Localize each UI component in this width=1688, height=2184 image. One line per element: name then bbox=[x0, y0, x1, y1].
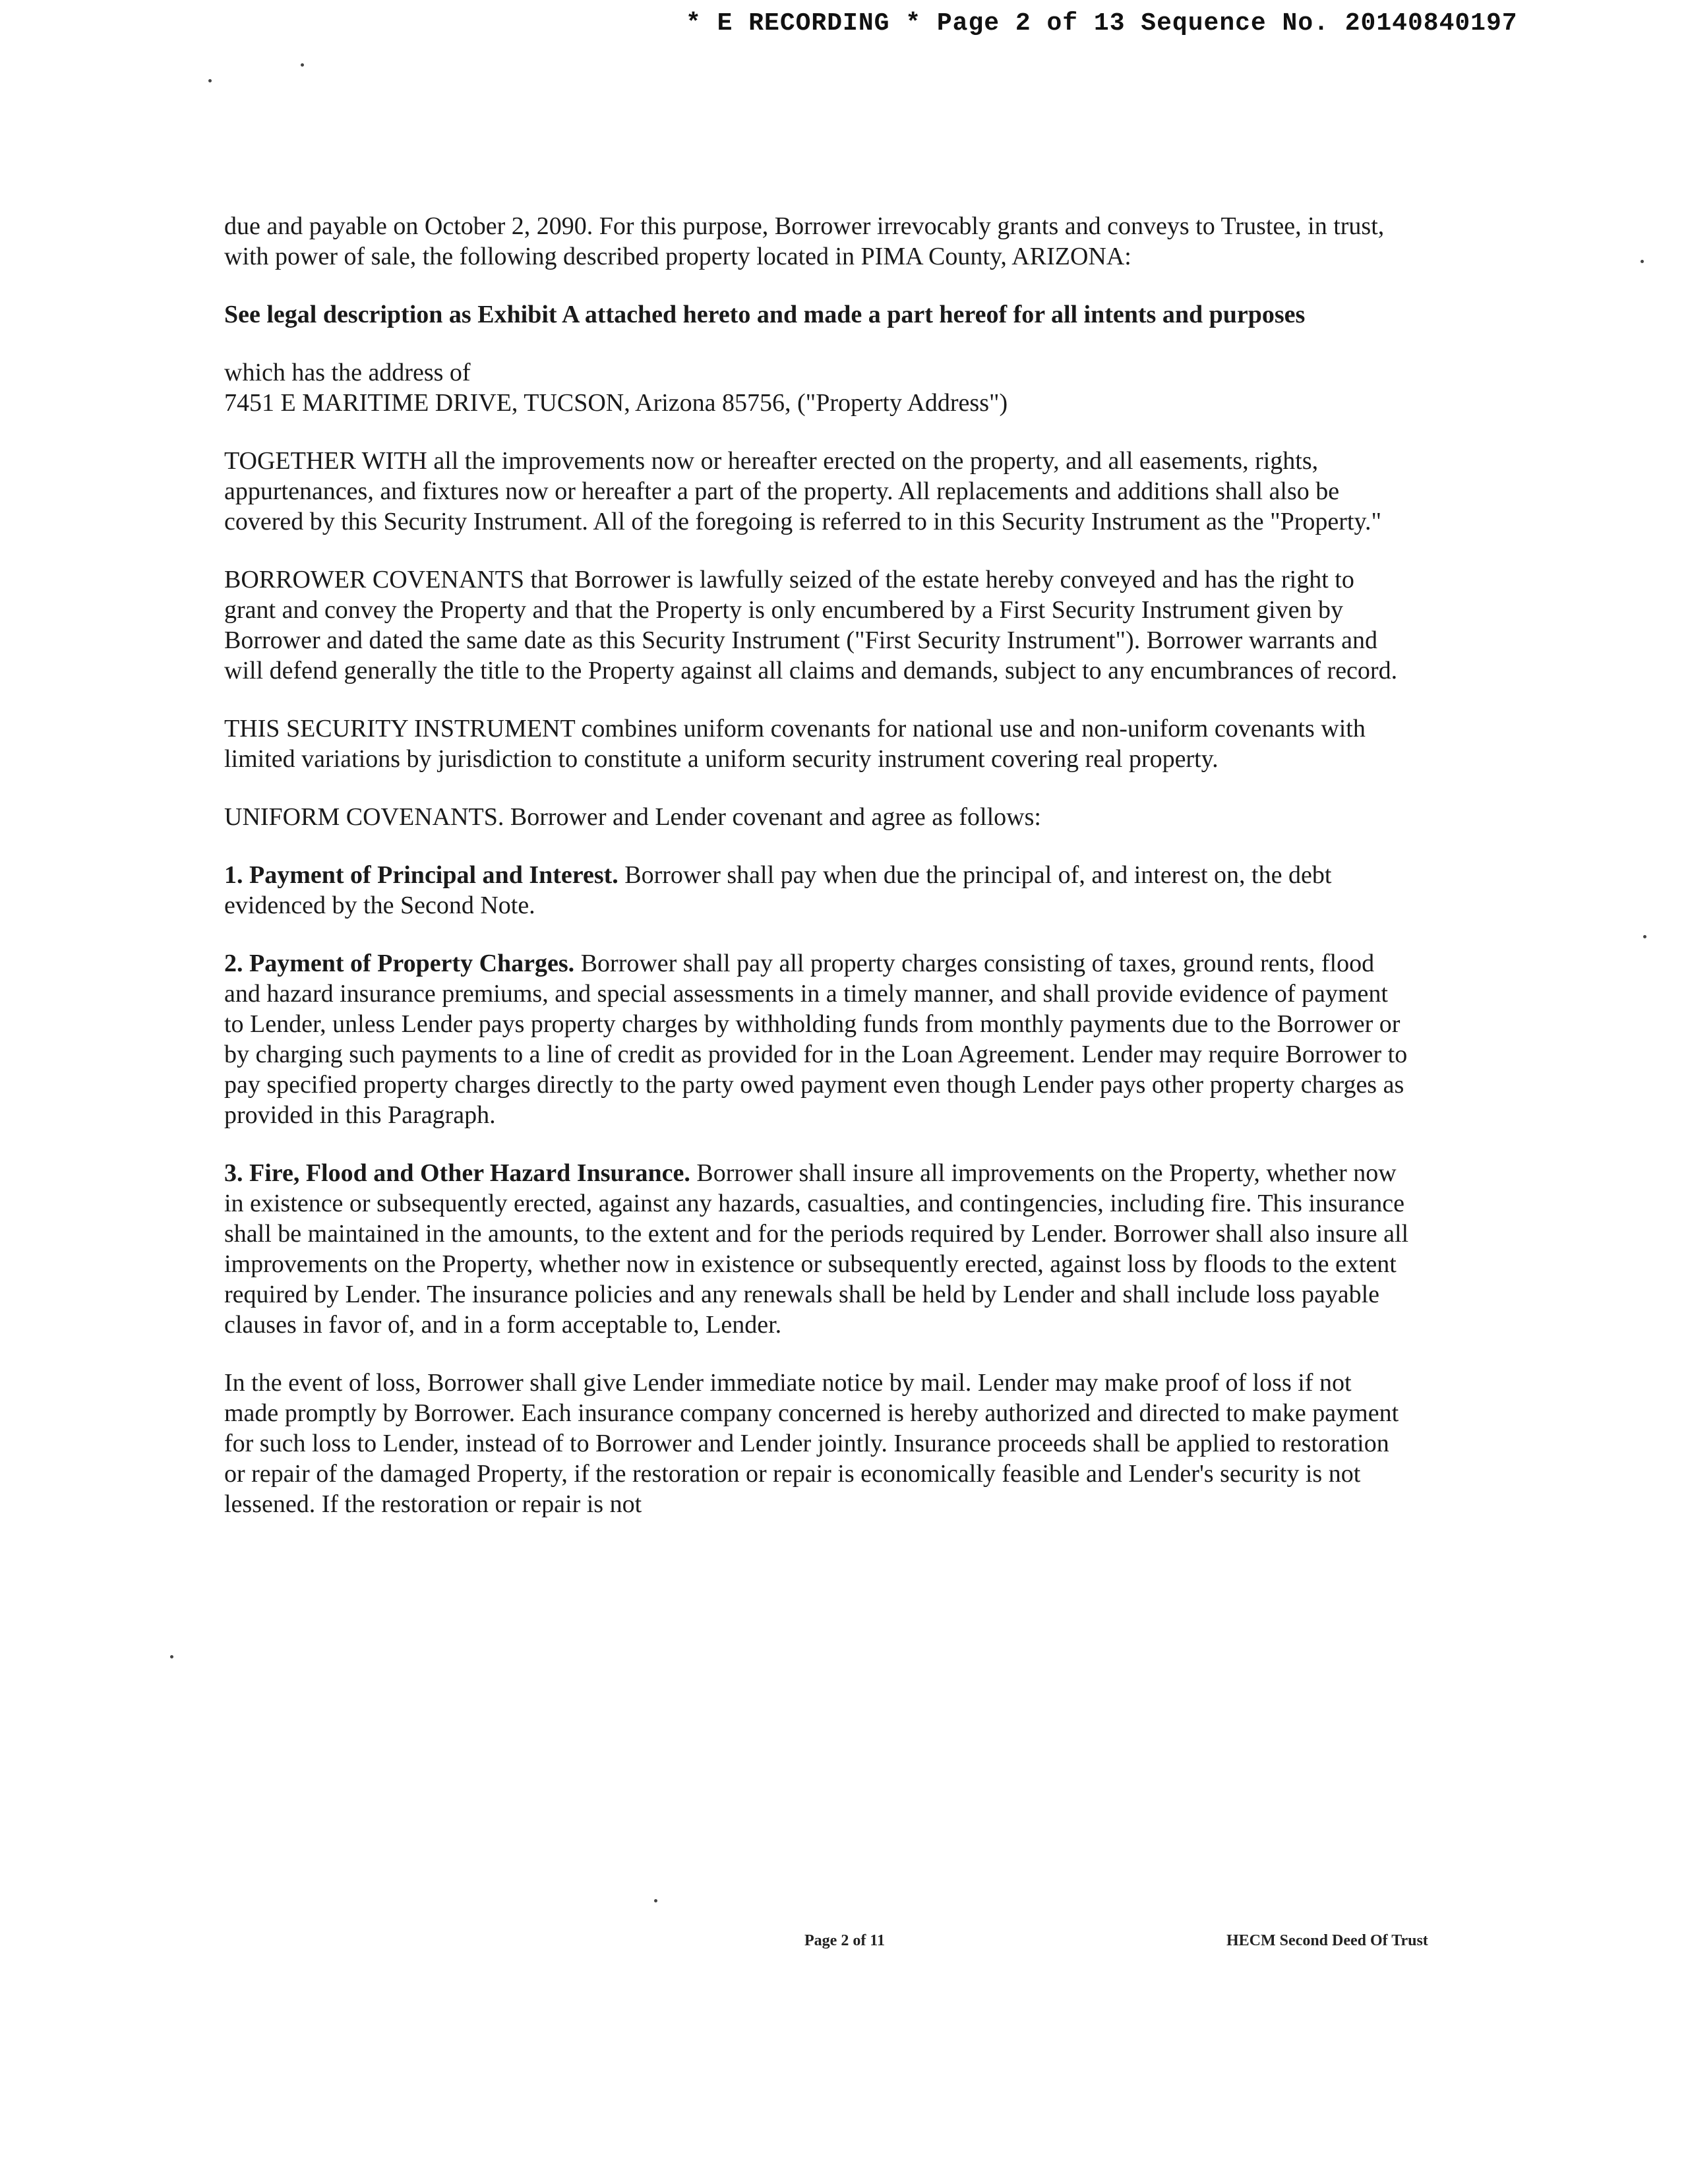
together-with-paragraph: TOGETHER WITH all the improvements now or hereafter erected on the property, and all easements, rights, appurtenances, and fixtures now or hereafter a part of the property. All replacements and additions shall also be covered by this Security Instrument. All of the foregoing is referred to in this Security Instrument as the "Property." bbox=[224, 447, 1382, 535]
address-label: which has the address of bbox=[224, 359, 471, 386]
covenant-title: 2. Payment of Property Charges. bbox=[224, 950, 575, 977]
address-block bbox=[224, 357, 1411, 418]
footer-document-name: HECM Second Deed Of Trust bbox=[1226, 1932, 1428, 1949]
uniform-covenants-heading: UNIFORM COVENANTS. Borrower and Lender covenant and agree as follows: bbox=[224, 803, 1041, 831]
exhibit-note: See legal description as Exhibit A attached hereto and made a part hereof for all intents and purposes bbox=[224, 301, 1306, 328]
covenant-paragraph bbox=[224, 1158, 1411, 1340]
recording-stamp: * E RECORDING * Page 2 of 13 Sequence No. 20140840197 bbox=[686, 9, 1518, 38]
property-address: 7451 E MARITIME DRIVE, TUCSON, Arizona 85756, ("Property Address") bbox=[224, 389, 1008, 417]
security-instrument-paragraph: THIS SECURITY INSTRUMENT combines uniform covenants for national use and non-uniform covenants with limited variations by jurisdiction to constitute a uniform security instrument covering real property. bbox=[224, 715, 1366, 773]
scan-speck bbox=[1643, 935, 1646, 938]
document-body bbox=[224, 211, 1411, 1547]
covenant-title: 3. Fire, Flood and Other Hazard Insurance. bbox=[224, 1159, 690, 1187]
intro-paragraph: due and payable on October 2, 2090. For this purpose, Borrower irrevocably grants and conveys to Trustee, in trust, with power of sale, the following described property located in PIMA County, ARIZONA: bbox=[224, 212, 1385, 270]
event-of-loss-paragraph: In the event of loss, Borrower shall give Lender immediate notice by mail. Lender may make proof of loss if not made promptly by Borrower. Each insurance company concerned is hereby authorized and directed to make payment for such loss to Lender, instead of to Borrower and Lender jointly. Insurance proceeds shall be applied to restoration or repair of the damaged Property, if the restoration or repair is economically feasible and Lender's security is not lessened. If the restoration or repair is not bbox=[224, 1369, 1399, 1518]
covenant-text: Borrower shall pay when due the principal of, and interest on, the debt evidenced by the Second Note. bbox=[224, 861, 1332, 919]
covenant-title: 1. Payment of Principal and Interest. bbox=[224, 861, 618, 889]
footer-page-number: Page 2 of 11 bbox=[804, 1932, 885, 1949]
scan-speck bbox=[1641, 260, 1644, 263]
scan-speck bbox=[170, 1655, 173, 1658]
borrower-covenants-paragraph: BORROWER COVENANTS that Borrower is lawfully seized of the estate hereby conveyed and has the right to grant and convey the Property and that the Property is only encumbered by a First Security Instrument given by Borrower and dated the same date as this Security Instrument ("First Security Instrument"). Borrower warrants and will defend generally the title to the Property against all claims and demands, subject to any encumbrances of record. bbox=[224, 566, 1398, 684]
covenant-text: Borrower shall insure all improvements on the Property, whether now in existence or subsequently erected, against any hazards, casualties, and contingencies, including fire. This insurance shall be maintained in the amounts, to the extent and for the periods required by Lender. Borrower shall also insure all improvements on the Property, whether now in existence or subsequently erected, against loss by floods to the extent required by Lender. The insurance policies and any renewals shall be held by Lender and shall include loss payable clauses in favor of, and in a form acceptable to, Lender. bbox=[224, 1159, 1409, 1339]
scan-speck bbox=[301, 63, 304, 67]
covenant-paragraph bbox=[224, 948, 1411, 1130]
scan-speck bbox=[654, 1899, 657, 1902]
covenant-paragraph bbox=[224, 860, 1411, 921]
scan-speck bbox=[208, 79, 212, 82]
covenant-text: Borrower shall pay all property charges consisting of taxes, ground rents, flood and hazard insurance premiums, and special assessments in a timely manner, and shall provide evidence of payment to Lender, unless Lender pays property charges by withholding funds from monthly payments due to the Borrower or by charging such payments to a line of credit as provided for in the Loan Agreement. Lender may require Borrower to pay specified property charges directly to the party owed payment even though Lender pays other property charges as provided in this Paragraph. bbox=[224, 950, 1408, 1129]
